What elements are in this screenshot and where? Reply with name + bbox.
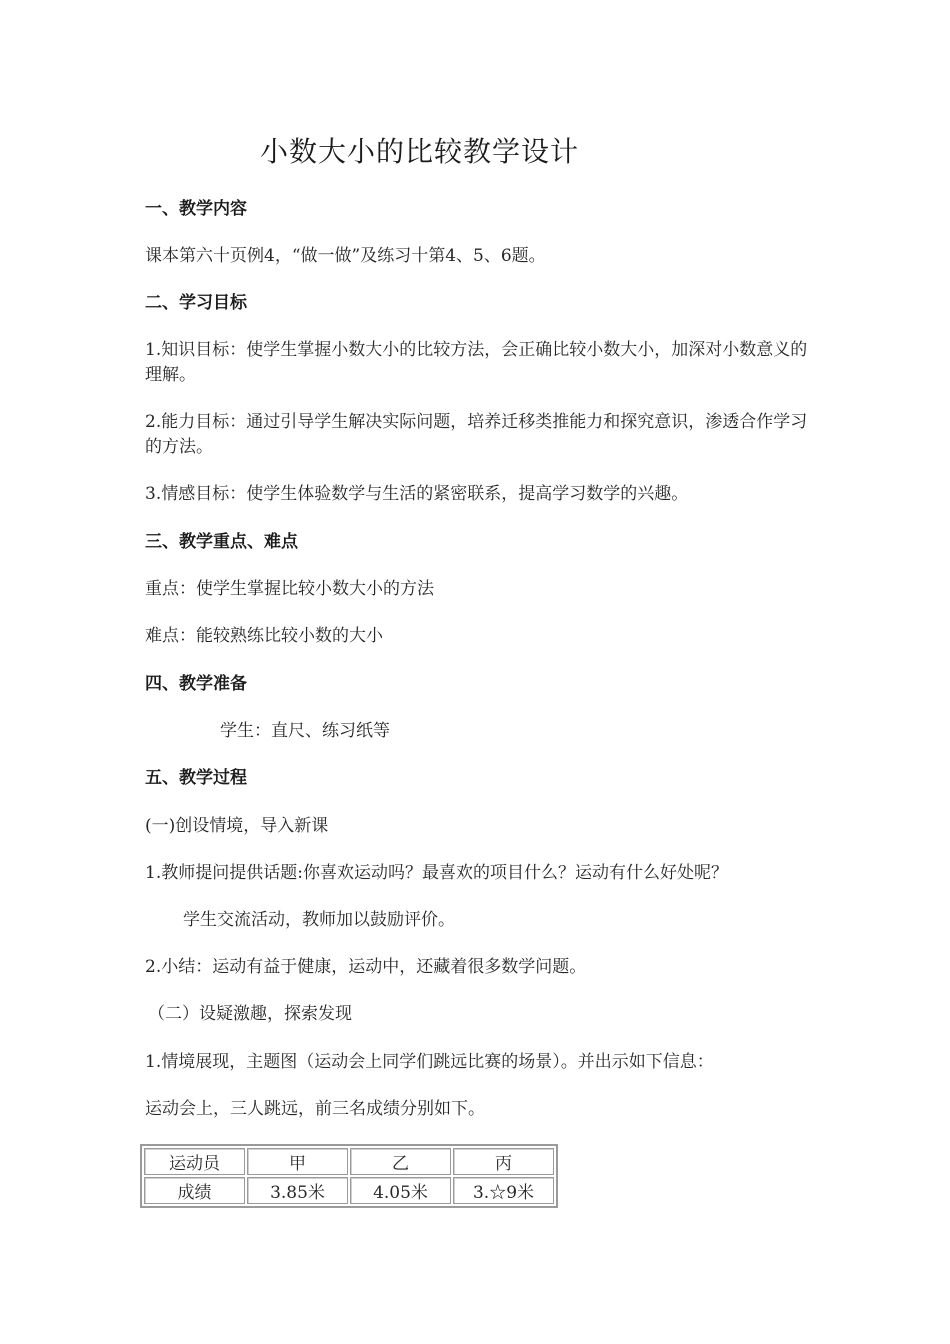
table-header-cell: 运动员	[144, 1148, 245, 1175]
process-item-summary: 2.小结：运动有益于健康，运动中，还藏着很多数学问题。	[145, 957, 587, 977]
table-row	[144, 1148, 554, 1175]
process-item-question: 1.教师提问提供话题:你喜欢运动吗？最喜欢的项目什么？运动有什么好处呢？	[145, 863, 728, 883]
section-heading-goals: 二、学习目标	[145, 293, 247, 313]
goal-emotion: 3.情感目标：使学生体验数学与生活的紧密联系，提高学习数学的兴趣。	[145, 484, 689, 504]
table-header-cell: 甲	[247, 1148, 348, 1175]
preparation-text: 学生：直尺、练习纸等	[220, 721, 390, 741]
process-item-scene-note: 运动会上，三人跳远，前三名成绩分别如下。	[145, 1099, 485, 1119]
section-heading-preparation: 四、教学准备	[145, 674, 247, 694]
table-cell: 3.85米	[247, 1177, 348, 1204]
table-header-cell: 乙	[350, 1148, 451, 1175]
key-point-text: 重点：使学生掌握比较小数大小的方法	[145, 579, 434, 599]
table-cell: 4.05米	[350, 1177, 451, 1204]
section-heading-content: 一、教学内容	[145, 199, 247, 219]
table-cell: 成绩	[144, 1177, 245, 1204]
section-heading-process: 五、教学过程	[145, 768, 247, 788]
process-part-two: （二）设疑激趣，探索发现	[148, 1004, 352, 1024]
goal-ability: 2.能力目标：通过引导学生解决实际问题，培养迁移类推能力和探究意识，渗透合作学习的方法。	[145, 412, 808, 457]
document-title: 小数大小的比较教学设计	[260, 135, 580, 168]
content-text: 课本第六十页例4，“做一做”及练习十第4、5、6题。	[145, 246, 546, 266]
goal-knowledge: 1.知识目标：使学生掌握小数大小的比较方法，会正确比较小数大小，加深对小数意义的理解。	[145, 340, 808, 385]
difficult-point-text: 难点：能较熟练比较小数的大小	[145, 626, 383, 646]
process-item-note: 学生交流活动，教师加以鼓励评价。	[183, 910, 455, 930]
process-part-one: (一)创设情境，导入新课	[145, 816, 329, 836]
table-cell: 3.☆9米	[453, 1177, 554, 1204]
section-heading-key-points: 三、教学重点、难点	[145, 532, 298, 552]
table-row	[144, 1177, 554, 1204]
table-header-cell: 丙	[453, 1148, 554, 1175]
process-item-scene: 1.情境展现，主题图（运动会上同学们跳远比赛的场景）。并出示如下信息：	[145, 1052, 714, 1072]
score-table	[140, 1144, 558, 1208]
